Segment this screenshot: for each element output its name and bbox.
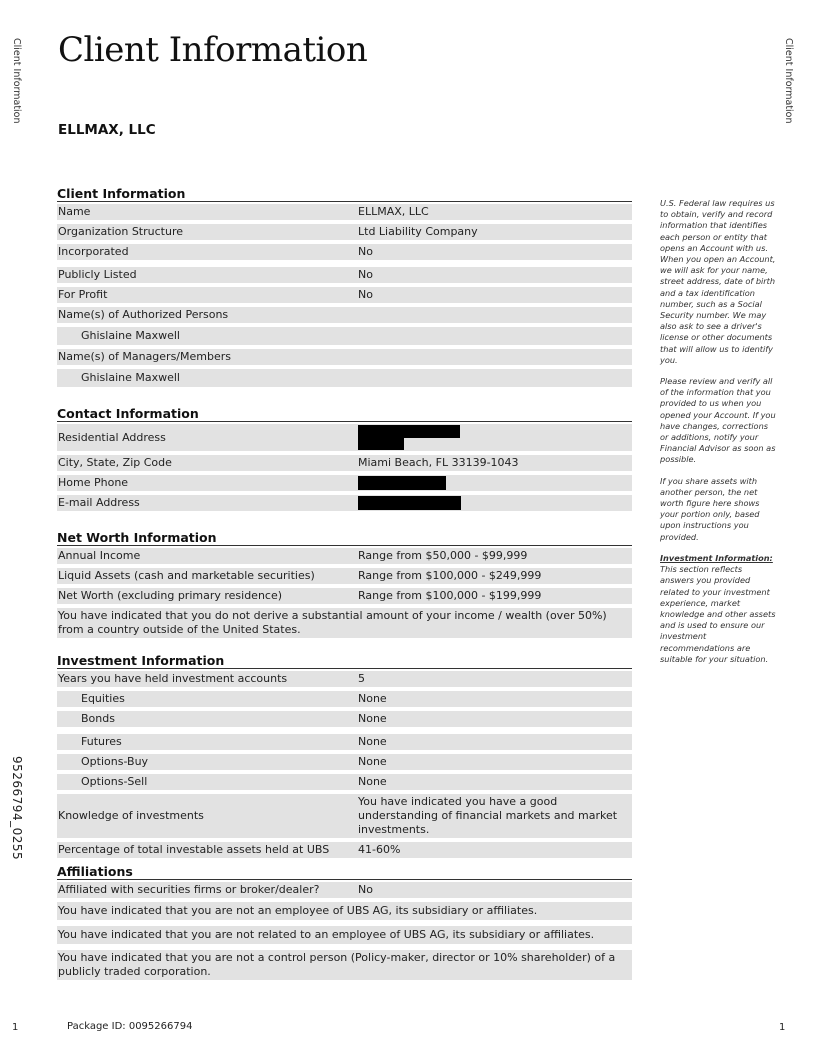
info-row xyxy=(57,711,632,727)
contact-section xyxy=(57,406,632,511)
row-label: Options-Buy xyxy=(81,755,149,768)
manager-person: Ghislaine Maxwell xyxy=(81,371,180,384)
row-label: City, State, Zip Code xyxy=(58,456,172,469)
info-row xyxy=(57,608,632,638)
side-label-right: Client Information xyxy=(783,38,794,124)
row-label: Name(s) of Authorized Persons xyxy=(58,308,229,321)
package-id: Package ID: 0095266794 xyxy=(67,1021,193,1032)
section-title: Affiliations xyxy=(57,864,632,880)
info-row xyxy=(57,475,632,491)
row-value: 5 xyxy=(358,672,365,685)
sidebar-paragraph: Please review and verify all of the information that you provided to us when you opened your Account. If you have changes, corrections or additions, notify your Financial Advisor as soon as possible. xyxy=(660,376,776,465)
info-row xyxy=(57,774,632,790)
affiliation-note: You have indicated that you are not an employee of UBS AG, its subsidiary or affiliates. xyxy=(58,904,538,917)
info-row xyxy=(57,424,632,451)
row-label: Futures xyxy=(81,735,122,748)
info-row xyxy=(57,349,632,365)
row-label: Affiliated with securities firms or broker/dealer? xyxy=(58,883,320,896)
section-title: Net Worth Information xyxy=(57,530,632,546)
page-title: Client Information xyxy=(58,30,368,70)
main-content xyxy=(57,186,632,984)
side-label-left: Client Information xyxy=(11,38,22,124)
redaction-bar xyxy=(358,425,460,438)
row-value: Range from $100,000 - $249,999 xyxy=(358,569,542,582)
row-value: No xyxy=(358,268,373,281)
row-label: Home Phone xyxy=(58,476,129,489)
row-label: Liquid Assets (cash and marketable securities) xyxy=(58,569,315,582)
row-label: E-mail Address xyxy=(58,496,140,509)
row-value: Range from $100,000 - $199,999 xyxy=(358,589,542,602)
page-number-right: 1 xyxy=(779,1022,786,1033)
affiliation-note: You have indicated that you are not a control person (Policy-maker, director or 10% shareholder) of a publicly traded corporation. xyxy=(58,951,616,978)
authorized-person: Ghislaine Maxwell xyxy=(81,329,180,342)
info-row xyxy=(57,734,632,750)
row-value: None xyxy=(358,712,387,725)
sidebar-notes xyxy=(660,198,776,675)
row-value: ELLMAX, LLC xyxy=(358,205,429,218)
info-row xyxy=(57,691,632,707)
redaction-bar xyxy=(358,496,461,510)
affiliation-note: You have indicated that you are not related to an employee of UBS AG, its subsidiary or affiliates. xyxy=(58,928,595,941)
info-row xyxy=(57,950,632,980)
row-value: No xyxy=(358,245,373,258)
info-row xyxy=(57,495,632,511)
page-number-left: 1 xyxy=(12,1022,19,1033)
info-row xyxy=(57,568,632,584)
sidebar-subheading: Investment Information: xyxy=(660,552,773,563)
row-label: Percentage of total investable assets held at UBS xyxy=(58,843,330,856)
info-row xyxy=(57,224,632,240)
row-value: None xyxy=(358,775,387,788)
info-row xyxy=(57,842,632,858)
client-name: ELLMAX, LLC xyxy=(58,122,156,138)
row-label: Annual Income xyxy=(58,549,141,562)
info-row xyxy=(57,369,632,387)
section-title: Investment Information xyxy=(57,653,632,669)
client-info-section xyxy=(57,186,632,387)
row-value: No xyxy=(358,883,373,896)
row-value: You have indicated you have a good understanding of financial markets and market investments. xyxy=(358,795,618,836)
row-label: Publicly Listed xyxy=(58,268,137,281)
info-row xyxy=(57,794,632,838)
investment-section xyxy=(57,653,632,858)
info-row xyxy=(57,327,632,345)
info-row xyxy=(57,455,632,471)
row-label: Name xyxy=(58,205,91,218)
row-value: Miami Beach, FL 33139-1043 xyxy=(358,456,519,469)
redaction-bar xyxy=(358,438,404,450)
row-label: Options-Sell xyxy=(81,775,148,788)
info-row xyxy=(57,548,632,564)
info-row xyxy=(57,307,632,323)
sidebar-paragraph xyxy=(660,553,776,665)
row-value: None xyxy=(358,692,387,705)
row-label: Years you have held investment accounts xyxy=(58,672,288,685)
row-label: Incorporated xyxy=(58,245,129,258)
info-row xyxy=(57,671,632,687)
info-row xyxy=(57,287,632,303)
section-title: Client Information xyxy=(57,186,632,202)
info-row xyxy=(57,902,632,920)
income-origin-note: You have indicated that you do not derive a substantial amount of your income / wealth (over 50%) from a country outside of the United States. xyxy=(58,609,607,636)
row-label: For Profit xyxy=(58,288,108,301)
document-id: 95266794_0255 xyxy=(10,756,24,861)
info-row xyxy=(57,204,632,220)
affiliations-section xyxy=(57,864,632,980)
row-value: 41-60% xyxy=(358,843,401,856)
row-label: Equities xyxy=(81,692,125,705)
row-label: Residential Address xyxy=(58,430,166,444)
row-value: Range from $50,000 - $99,999 xyxy=(358,549,528,562)
info-row xyxy=(57,267,632,283)
section-title: Contact Information xyxy=(57,406,632,422)
row-value: None xyxy=(358,755,387,768)
sidebar-paragraph: If you share assets with another person, the net worth figure here shows your portion only, based upon instructions you provided. xyxy=(660,475,760,542)
redaction-bar xyxy=(358,476,446,490)
row-value: None xyxy=(358,735,387,748)
info-row xyxy=(57,588,632,604)
row-label: Name(s) of Managers/Members xyxy=(58,350,231,363)
row-value: Ltd Liability Company xyxy=(358,225,478,238)
row-label: Bonds xyxy=(81,712,115,725)
row-label: Net Worth (excluding primary residence) xyxy=(58,589,283,602)
info-row xyxy=(57,926,632,944)
sidebar-text: This section reflects answers you provided related to your investment experience, market knowledge and other assets and is used to ensure our investment recommendations are suitable for your situation. xyxy=(660,564,776,664)
info-row xyxy=(57,244,632,260)
row-label: Organization Structure xyxy=(58,225,183,238)
info-row xyxy=(57,882,632,898)
net-worth-section xyxy=(57,530,632,638)
row-label: Knowledge of investments xyxy=(58,809,204,822)
info-row xyxy=(57,754,632,770)
row-value: No xyxy=(358,288,373,301)
sidebar-paragraph: U.S. Federal law requires us to obtain, verify and record information that identifies each person or entity that opens an Account with us. When you open an Account, we will ask for your name, street address, date of birth and a tax identification number, such as a Social Security number. We may also ask to see a driver's license or other documents that will allow us to identify you. xyxy=(660,198,776,365)
